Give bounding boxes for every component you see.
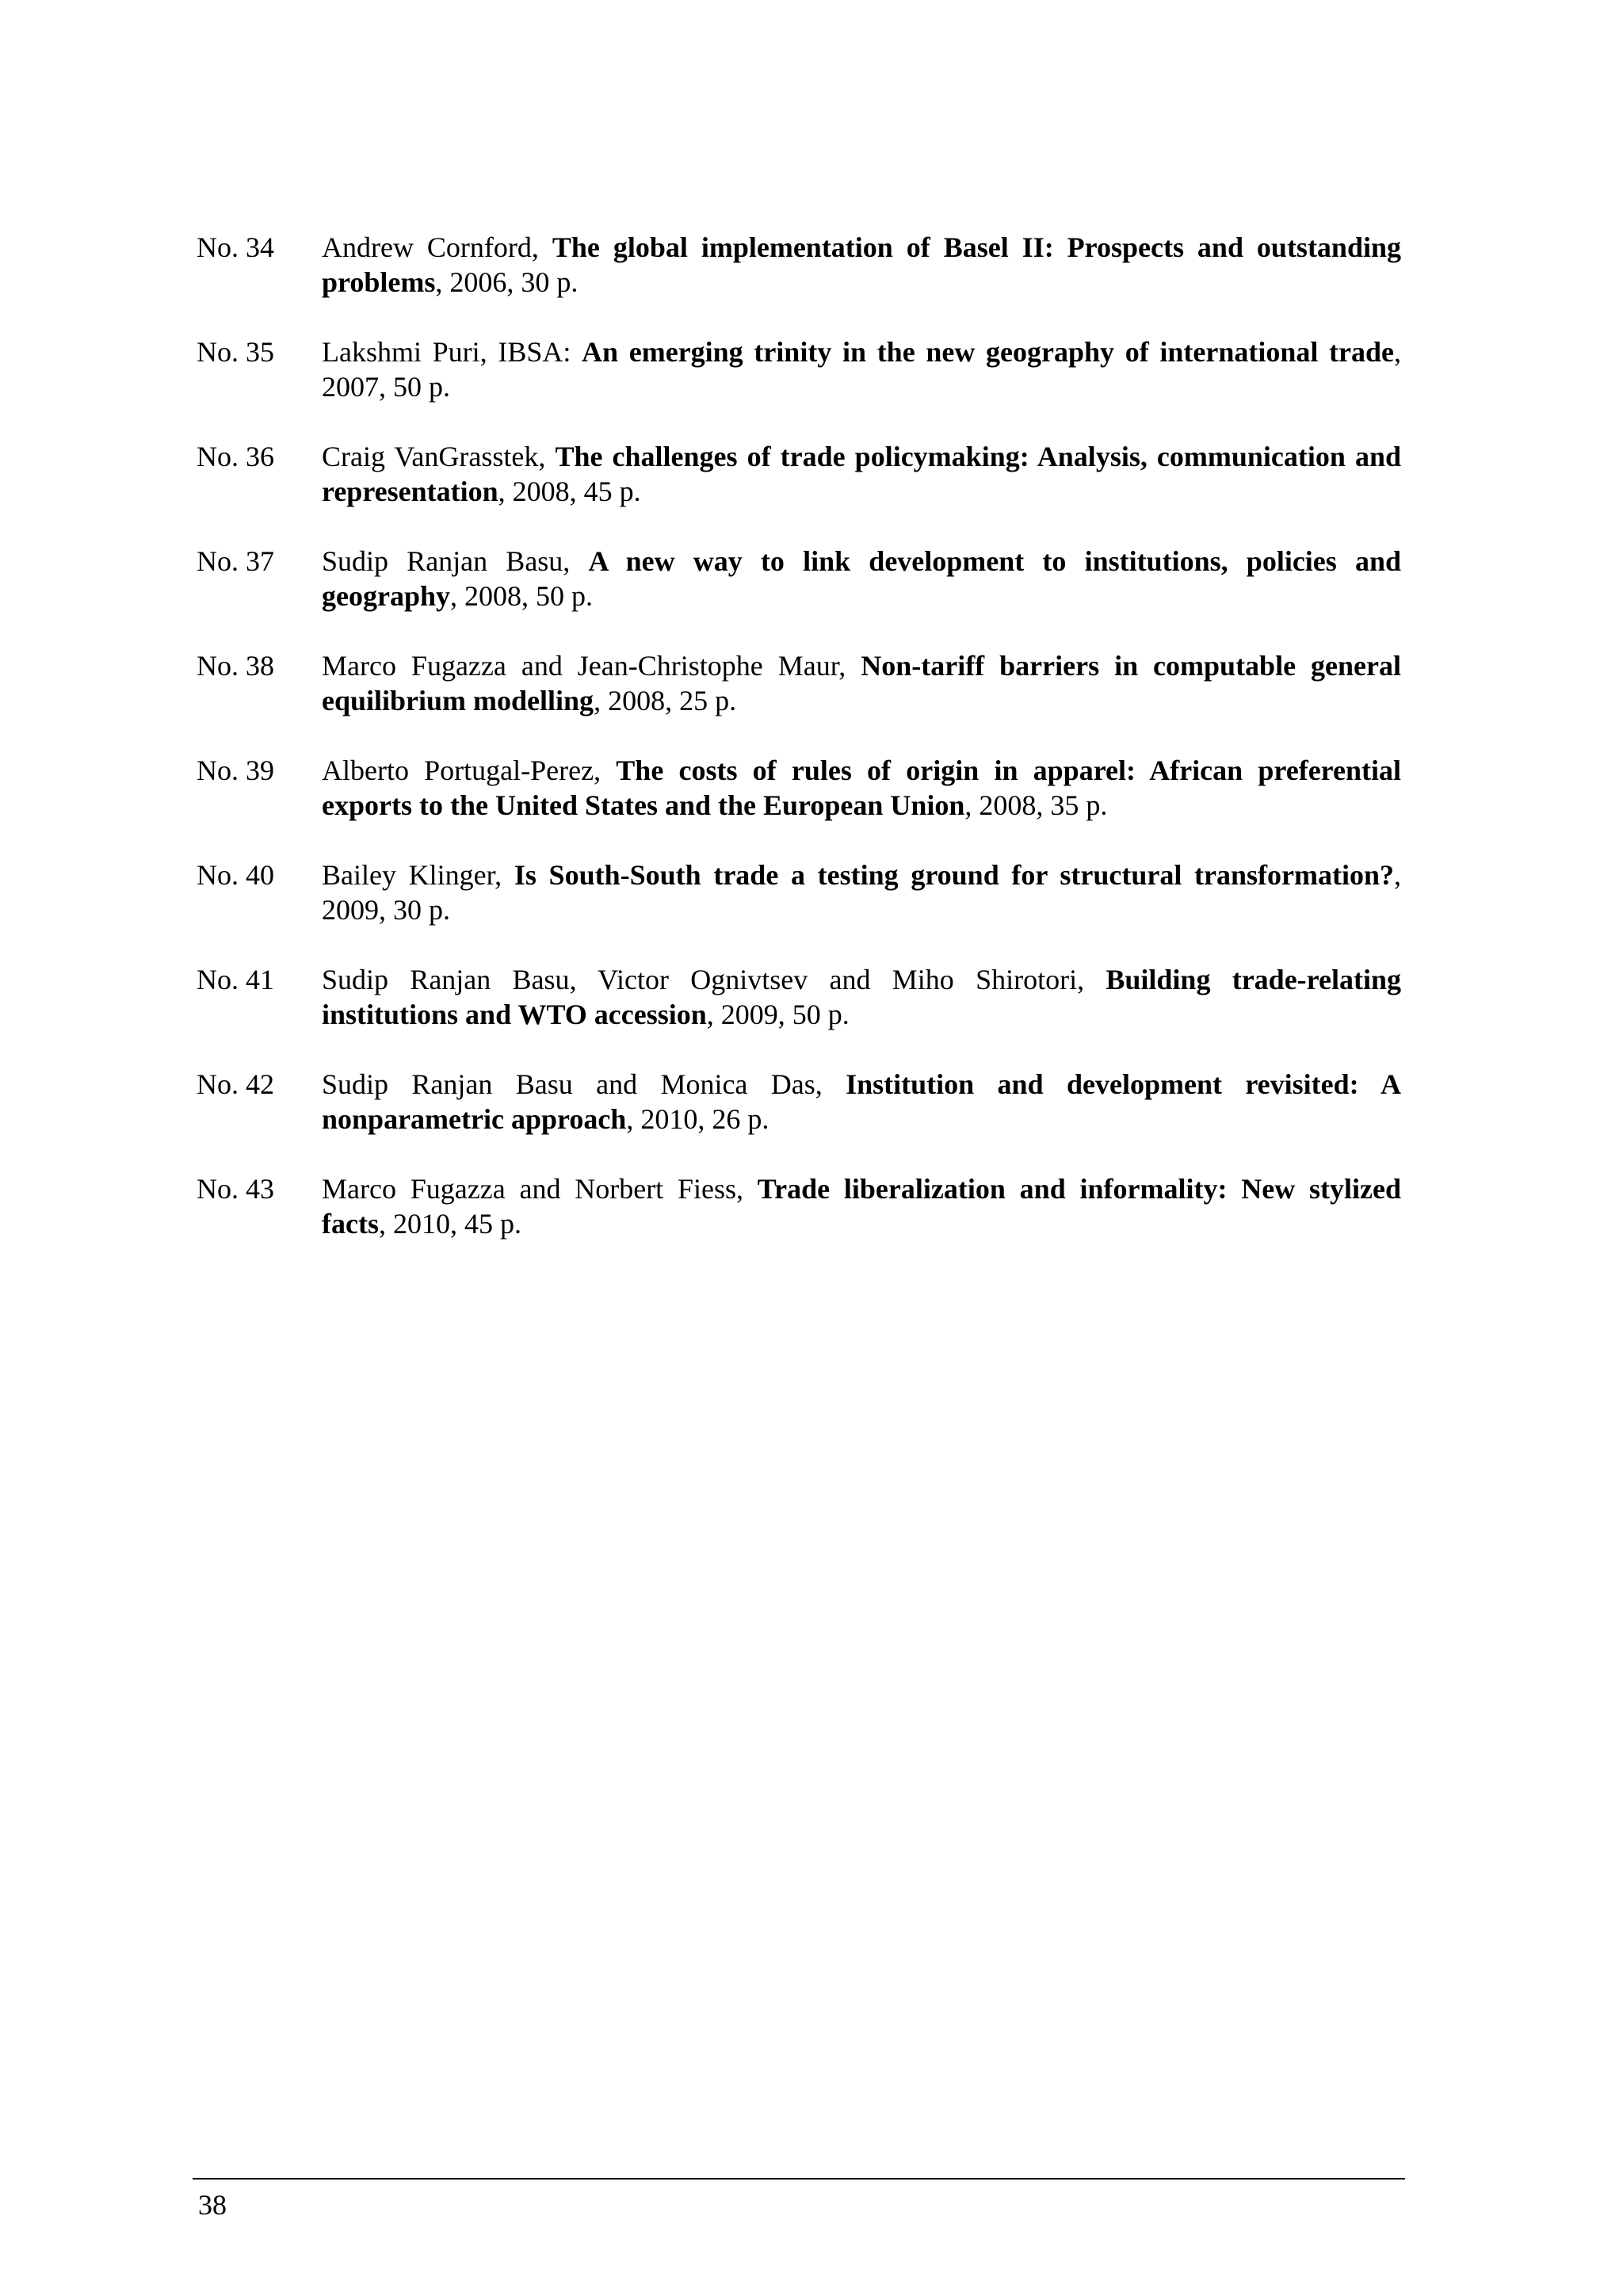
entry-title: Trade liberalization and informality: New stylized facts — [322, 1173, 1401, 1240]
entry-details: , 2008, 45 p. — [498, 476, 641, 507]
entry-citation — [322, 544, 1401, 613]
entry-title: A new way to link development to institutions, policies and geography — [322, 545, 1401, 612]
entry-details: , 2010, 45 p. — [378, 1208, 521, 1240]
entry-authors: Alberto Portugal-Perez, — [322, 755, 617, 786]
publication-entry-41 — [197, 962, 1401, 1032]
entry-number: No. 35 — [197, 336, 274, 368]
publication-entry-42 — [197, 1067, 1401, 1137]
entry-details: , 2009, 50 p. — [706, 999, 850, 1030]
entry-authors: Andrew Cornford, — [322, 231, 552, 263]
entry-citation — [322, 648, 1401, 718]
entry-title: Building trade-relating institutions and WTO accession — [322, 964, 1401, 1030]
entry-details: , 2008, 35 p. — [964, 789, 1108, 821]
entry-title: The challenges of trade policymaking: Analysis, communication and representation — [322, 441, 1402, 507]
entry-number: No. 41 — [197, 964, 274, 995]
entry-authors: Bailey Klinger, — [322, 859, 514, 891]
entry-number: No. 39 — [197, 755, 274, 786]
entry-details: , 2007, 50 p. — [322, 336, 1401, 403]
entry-authors: Craig VanGrasstek, — [322, 441, 556, 472]
entry-title: Is South-South trade a testing ground for structural transformation? — [514, 859, 1394, 891]
footer-divider — [193, 2178, 1405, 2179]
entry-authors: Lakshmi Puri, IBSA: — [322, 336, 582, 368]
entry-authors: Marco Fugazza and Jean-Christophe Maur, — [322, 650, 861, 682]
entry-citation — [322, 439, 1401, 509]
entry-citation — [322, 962, 1401, 1032]
entry-title: Non-tariff barriers in computable general equilibrium modelling — [322, 650, 1401, 716]
publication-entry-36 — [197, 439, 1401, 509]
entry-number: No. 40 — [197, 859, 274, 891]
entry-authors: Sudip Ranjan Basu, Victor Ognivtsev and Miho Shirotori, — [322, 964, 1106, 995]
entry-details: , 2008, 50 p. — [450, 580, 593, 612]
entry-citation — [322, 753, 1401, 823]
entry-number: No. 43 — [197, 1173, 274, 1205]
entry-details: , 2006, 30 p. — [435, 266, 579, 298]
publication-entry-40 — [197, 858, 1401, 927]
entry-authors: Marco Fugazza and Norbert Fiess, — [322, 1173, 758, 1205]
entry-details: , 2009, 30 p. — [322, 859, 1401, 926]
publication-entry-34 — [197, 230, 1401, 300]
entry-authors: Sudip Ranjan Basu and Monica Das, — [322, 1068, 846, 1100]
entry-number: No. 36 — [197, 441, 274, 472]
entry-number: No. 34 — [197, 231, 274, 263]
entry-number: No. 38 — [197, 650, 274, 682]
entry-number: No. 42 — [197, 1068, 274, 1100]
publication-entry-38 — [197, 648, 1401, 718]
page-number: 38 — [198, 2189, 227, 2221]
entry-title: An emerging trinity in the new geography of international trade — [582, 336, 1394, 368]
publication-entry-37 — [197, 544, 1401, 613]
entry-authors: Sudip Ranjan Basu, — [322, 545, 589, 577]
entry-details: , 2010, 26 p. — [626, 1103, 769, 1135]
entry-title: The costs of rules of origin in apparel: African preferential exports to the United States and the European Union — [322, 755, 1401, 821]
publication-list — [197, 230, 1401, 1276]
entry-citation — [322, 1171, 1401, 1241]
entry-citation — [322, 230, 1401, 300]
publication-entry-43 — [197, 1171, 1401, 1241]
publication-entry-39 — [197, 753, 1401, 823]
entry-citation — [322, 858, 1401, 927]
entry-title: The global implementation of Basel II: Prospects and outstanding problems — [322, 231, 1401, 298]
entry-title: Institution and development revisited: A nonparametric approach — [322, 1068, 1401, 1135]
entry-details: , 2008, 25 p. — [594, 685, 737, 716]
entry-citation — [322, 334, 1401, 404]
publication-entry-35 — [197, 334, 1401, 404]
entry-number: No. 37 — [197, 545, 274, 577]
entry-citation — [322, 1067, 1401, 1137]
